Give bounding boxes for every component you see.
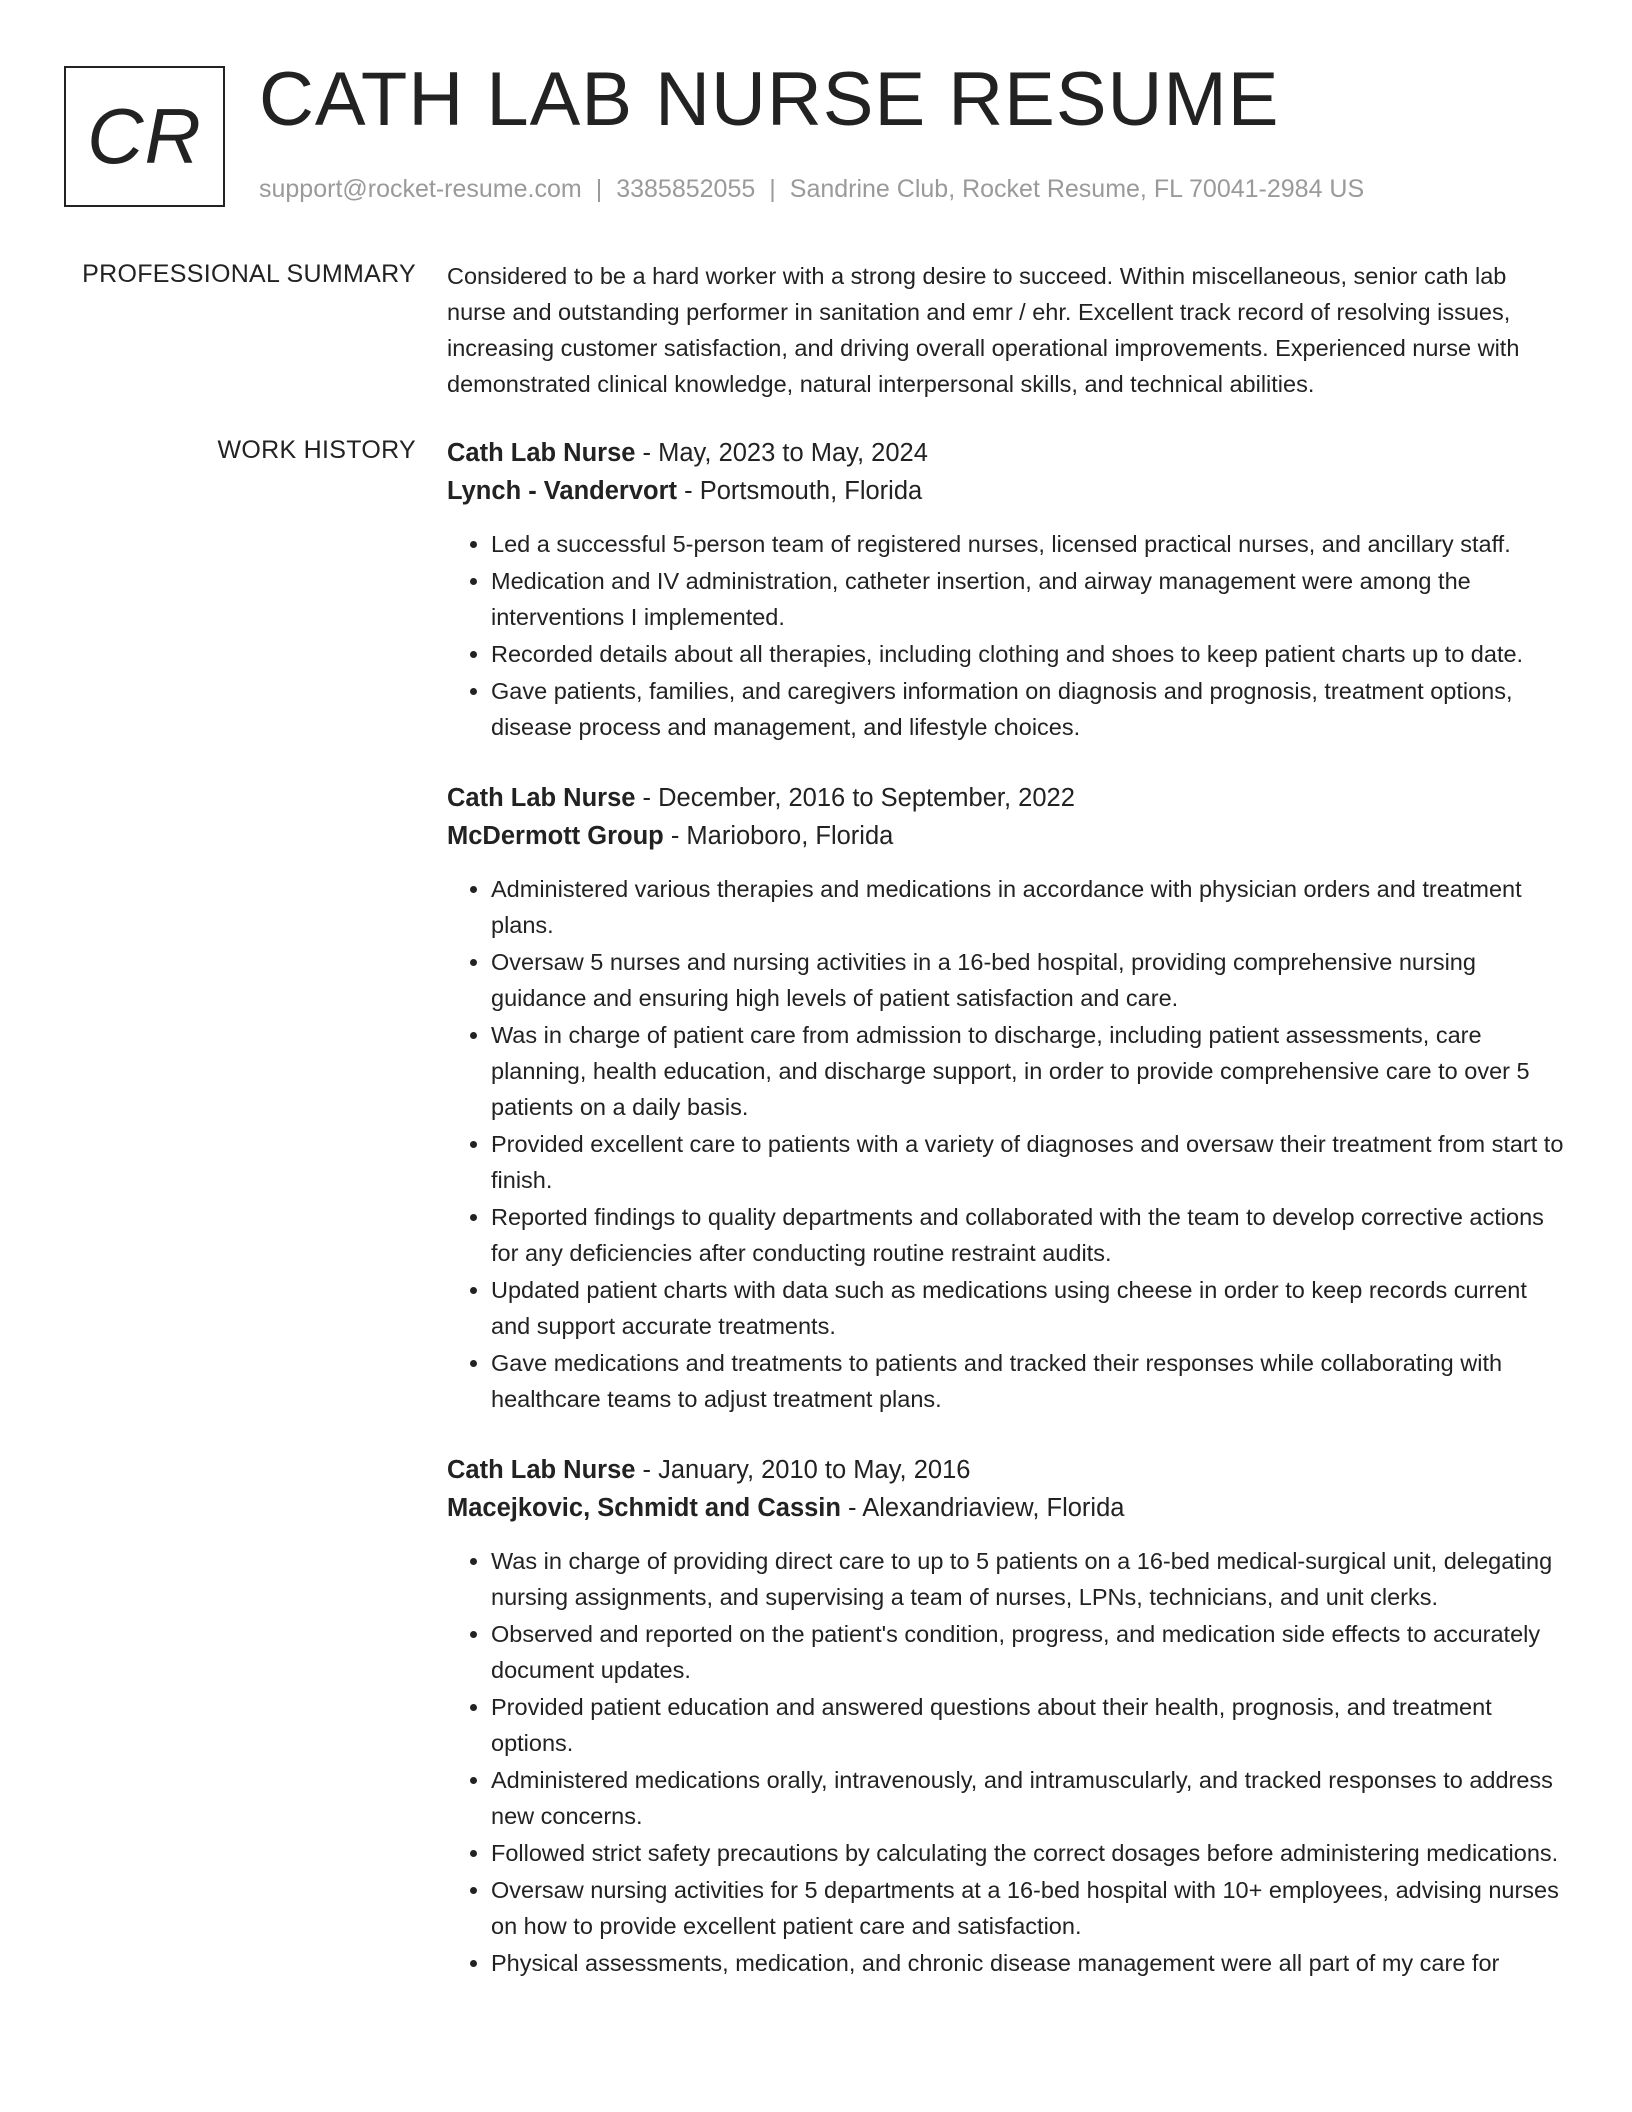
contact-address: Sandrine Club, Rocket Resume, FL 70041-2984 US	[789, 175, 1365, 203]
job-entry	[447, 1451, 1570, 1981]
job-title: Cath Lab Nurse	[447, 439, 636, 467]
job-company: Macejkovic, Schmidt and Cassin	[447, 1494, 841, 1522]
job-bullet: • Oversaw 5 nurses and nursing activities in a 16-bed hospital, providing comprehensive nursing guidance and ensuring high levels of patient satisfaction and care.	[491, 944, 1570, 1016]
resume-title: CATH LAB NURSE RESUME	[259, 57, 1280, 142]
job-bullet: • Reported findings to quality departments and collaborated with the team to develop corrective actions for any deficiencies after conducting routine restraint audits.	[491, 1199, 1570, 1271]
job-bullet: • Administered various therapies and medications in accordance with physician orders and treatment plans.	[491, 871, 1570, 943]
contact-phone: 3385852055	[616, 175, 756, 203]
job-bullet: • Provided excellent care to patients with a variety of diagnoses and oversaw their treatment from start to finish.	[491, 1126, 1570, 1198]
job-bullet: • Administered medications orally, intravenously, and intramuscularly, and tracked responses to address new concerns.	[491, 1762, 1570, 1834]
job-bullet: • Gave patients, families, and caregivers information on diagnosis and prognosis, treatment options, disease process and management, and lifestyle choices.	[491, 673, 1570, 745]
job-dates: - December, 2016 to September, 2022	[635, 784, 1075, 812]
summary-text: Considered to be a hard worker with a strong desire to succeed. Within miscellaneous, senior cath lab nurse and outstanding performer in sanitation and emr / ehr. Excellent track record of resolving issues, increasing customer satisfaction, and driving overall operational improvements. Experienced nurse with demonstrated clinical knowledge, natural interpersonal skills, and technical abilities.	[447, 263, 1520, 397]
job-bullet: • Was in charge of patient care from admission to discharge, including patient assessments, care planning, health education, and discharge support, in order to provide comprehensive care to over 5 patients on a daily basis.	[491, 1017, 1570, 1125]
job-bullet: • Gave medications and treatments to patients and tracked their responses while collaborating with healthcare teams to adjust treatment plans.	[491, 1345, 1570, 1417]
job-entry	[447, 434, 1570, 745]
job-bullet: • Led a successful 5-person team of registered nurses, licensed practical nurses, and ancillary staff.	[491, 526, 1570, 562]
job-bullet: • Provided patient education and answered questions about their health, prognosis, and treatment options.	[491, 1689, 1570, 1761]
job-bullets	[447, 1543, 1570, 1981]
job-title-line	[447, 434, 1570, 472]
job-company: Lynch - Vandervort	[447, 477, 678, 505]
job-title: Cath Lab Nurse	[447, 784, 636, 812]
job-title-line	[447, 1451, 1570, 1489]
contact-line	[259, 175, 1364, 204]
job-bullet: • Observed and reported on the patient's condition, progress, and medication side effects to accurately document updates.	[491, 1616, 1570, 1688]
job-company-line	[447, 817, 1570, 855]
work-history-list	[447, 434, 1570, 2015]
section-label-work-history: WORK HISTORY	[217, 436, 416, 464]
job-bullets	[447, 526, 1570, 745]
job-bullet: • Oversaw nursing activities for 5 departments at a 16-bed hospital with 10+ employees, advising nurses on how to provide excellent patient care and satisfaction.	[491, 1872, 1570, 1944]
job-bullet: • Updated patient charts with data such as medications using cheese in order to keep records current and support accurate treatments.	[491, 1272, 1570, 1344]
section-label-summary: PROFESSIONAL SUMMARY	[82, 260, 416, 288]
job-title: Cath Lab Nurse	[447, 1456, 636, 1484]
job-entry	[447, 779, 1570, 1417]
job-company: McDermott Group	[447, 822, 664, 850]
job-company-line	[447, 1489, 1570, 1527]
job-bullets	[447, 871, 1570, 1417]
job-bullet: • Physical assessments, medication, and chronic disease management were all part of my care for	[491, 1945, 1570, 1981]
contact-separator: |	[769, 175, 776, 203]
job-location: - Alexandriaview, Florida	[840, 1494, 1125, 1522]
contact-email: support@rocket-resume.com	[259, 175, 582, 203]
job-bullet: • Recorded details about all therapies, including clothing and shoes to keep patient charts up to date.	[491, 636, 1570, 672]
monogram-logo: CR	[64, 66, 225, 207]
job-company-line	[447, 472, 1570, 510]
job-title-line	[447, 779, 1570, 817]
job-location: - Marioboro, Florida	[663, 822, 894, 850]
job-dates: - May, 2023 to May, 2024	[635, 439, 928, 467]
job-dates: - January, 2010 to May, 2016	[635, 1456, 971, 1484]
job-bullet: • Followed strict safety precautions by calculating the correct dosages before administering medications.	[491, 1835, 1570, 1871]
job-bullet: • Medication and IV administration, catheter insertion, and airway management were among the interventions I implemented.	[491, 563, 1570, 635]
contact-separator: |	[595, 175, 603, 203]
job-location: - Portsmouth, Florida	[677, 477, 923, 505]
job-bullet: • Was in charge of providing direct care to up to 5 patients on a 16-bed medical-surgical unit, delegating nursing assignments, and supervising a team of nurses, LPNs, technicians, and unit clerks.	[491, 1543, 1570, 1615]
